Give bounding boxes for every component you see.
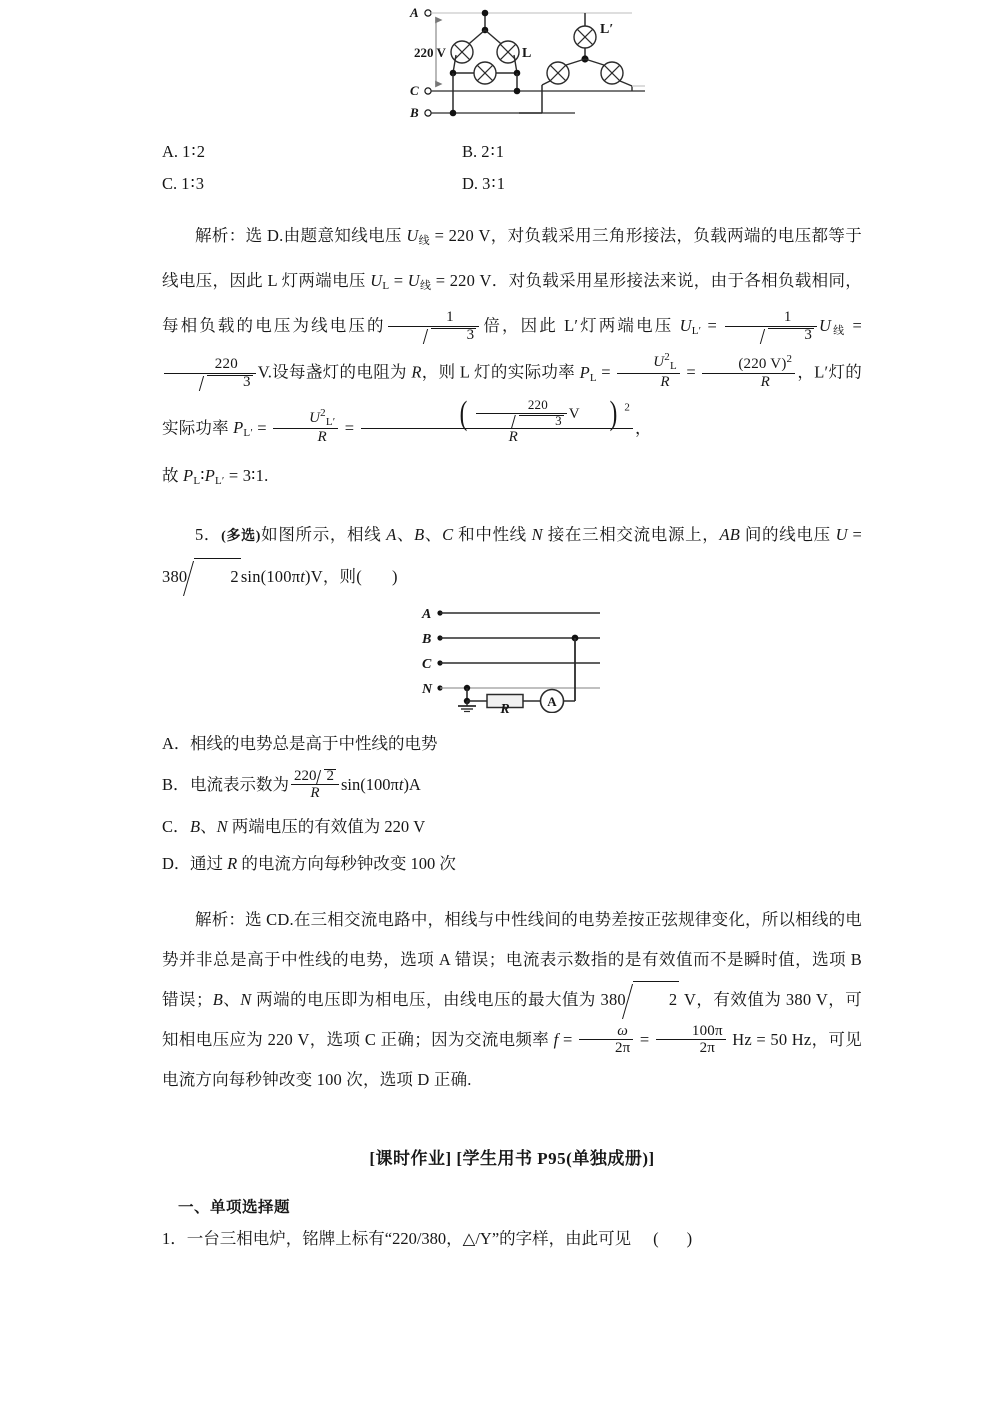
q4-PLp-sym (233, 418, 253, 440)
q4-PL: P (579, 362, 590, 382)
q5-sol-radicand: 2 (668, 989, 678, 1009)
q5-sol-t3: Hz = 50 Hz，可见电流方向每秒钟改变 100 次，选项 D 正确. (162, 1029, 862, 1089)
q4-solution-t6: ，则 L 灯的实际功率 (421, 362, 580, 382)
q5-option-b-post-b: )A (403, 774, 421, 794)
q4-eq4: = (596, 362, 616, 382)
homework-q1-text: 一台三相电炉，铭牌上标有“220/380，△/Y”的字样，由此可见 (186, 1228, 632, 1248)
q4-frac3-den (164, 373, 256, 391)
q4-option-b[interactable] (462, 136, 505, 168)
svg-text:L′: L′ (600, 22, 614, 37)
q4-UL-sub: L (382, 280, 390, 293)
q4-PL-sym (580, 363, 597, 382)
q5-sym-N: N (531, 524, 543, 544)
q4-U2-sym (407, 271, 432, 293)
q4-concl-PLp-sub: L′ (215, 474, 225, 487)
q4-concl-PL-sym: P (183, 465, 194, 485)
q4-p1-num (702, 353, 795, 373)
q4-p2-num (361, 395, 634, 433)
left-paren-icon: ( (459, 395, 467, 433)
homework-q1-bracket-close: ) (686, 1228, 693, 1248)
q5-optb-num-text: 220 (294, 767, 317, 784)
q4-U-line-sym (406, 226, 431, 248)
q4-frac2-radicand: 3 (804, 326, 813, 343)
q4-inner-radicand: 3 (555, 412, 562, 428)
q4-concl-colon: ∶ (200, 465, 205, 485)
q4-solution-choice: 选 D. (245, 226, 284, 245)
q4-option-d[interactable] (462, 168, 506, 200)
q5-stem (162, 515, 862, 597)
q4-frac2-num: 1 (783, 309, 792, 326)
q5-stem-j: ) (391, 566, 398, 586)
svg-text:R: R (500, 701, 510, 713)
q5-solution-prefix: 解析： (195, 909, 246, 929)
q4-concl-PL-sub: L (193, 474, 201, 487)
q5-stem-e: 接在三相交流电源上， (542, 524, 720, 544)
homework-q1 (162, 1225, 862, 1249)
q5-sym-AB: AB (719, 524, 741, 544)
q5-sol-t2b: V，有效值为 380 V，可知相电压应为 220 V，选项 C 正确；因为交流电频率 (162, 989, 863, 1049)
q4-eq1: = (389, 271, 408, 291)
q5-option-a-text: 相线的电势总是高于中性线的电势 (190, 733, 438, 753)
q5-stem-a: 如图所示，相线 (260, 524, 387, 544)
q5-sol-B: B (212, 989, 223, 1009)
right-paren-icon: ) (609, 395, 618, 433)
q5-sep2: 、 (424, 524, 443, 544)
q4-ULp-sub: L′ (691, 325, 702, 338)
q5-stem-i: )V，则( (305, 566, 362, 586)
q4-option-row-1 (162, 136, 862, 168)
q4-frac3 (164, 356, 256, 391)
q4-option-c[interactable] (162, 168, 462, 200)
svg-text:B: B (410, 105, 419, 120)
q4-UL-sym (370, 271, 390, 293)
q4-solution-t8: ， (635, 418, 652, 438)
q4-UL2-sup: 2 (664, 351, 670, 364)
q5-frac-omega-2pi (579, 1023, 633, 1058)
q4-frac-ULp2-over-R (273, 407, 338, 446)
q4-option-c-text: 1∶3 (181, 174, 206, 193)
q5-f2-den: 2π (656, 1039, 726, 1057)
q5-option-b-label: B． (162, 774, 190, 794)
q4-frac3-num: 220 (214, 355, 238, 372)
q4-ULp2-sub: L′ (325, 415, 336, 428)
sqrt-icon (200, 374, 253, 391)
q4-UL2-den: R (617, 373, 680, 391)
q4-options (162, 136, 862, 200)
q5-sol-eq1: = (558, 1029, 577, 1049)
q5-optc-B: B (190, 816, 201, 836)
q5-sol-eq2: = (635, 1029, 654, 1049)
q4-PLp: P (233, 418, 244, 438)
q4-ULp-sym (679, 316, 702, 338)
q5-stem-h: sin(100π (240, 566, 301, 586)
q5-figure-container (162, 601, 862, 719)
q5-optc-N: N (216, 816, 228, 836)
q5-option-b-fraction (291, 768, 339, 803)
q4-UL2-num (617, 351, 680, 372)
q4-p2-den: R (361, 428, 634, 446)
q5-sym-U: U (835, 524, 848, 544)
q5-optc-post: 两端电压的有效值为 220 V (227, 816, 426, 836)
svg-text:A: A (547, 693, 557, 709)
q4-solution-t4: 倍，因此 L′灯两端电压 (481, 316, 680, 336)
q5-sym-t: t (300, 566, 306, 586)
q4-option-d-text: 3∶1 (482, 174, 506, 193)
q4-option-b-text: 2∶1 (481, 142, 506, 161)
q4-p2-sup: 2 (624, 401, 631, 414)
q4-p1-den: R (702, 373, 795, 391)
q4-eq2: = (701, 316, 724, 336)
q4-solution (162, 216, 862, 454)
q4-frac1-den (388, 326, 480, 344)
q5-sol-sep: 、 (222, 989, 241, 1009)
q5-optb-t: t (398, 774, 404, 794)
q4-U2-sub: 线 (419, 280, 432, 293)
q4-frac2-den (725, 326, 817, 344)
svg-text:L: L (522, 46, 532, 61)
q5-option-c[interactable] (162, 808, 862, 845)
q5-optb-num (291, 768, 339, 785)
q4-UL2-U: U (653, 354, 665, 371)
q4-frac-one-over-sqrt3 (388, 309, 480, 344)
q5-radicand: 2 (230, 566, 239, 586)
q5-sym-A: A (386, 524, 397, 544)
q4-frac1-radicand: 3 (466, 326, 475, 343)
q4-p1-sup: 2 (786, 352, 793, 365)
svg-text:B: B (422, 631, 432, 647)
q5-option-b[interactable] (162, 762, 862, 808)
q5-optb-den: R (291, 784, 339, 802)
q5-sol-t2a: 两端的电压即为相电压，由线电压的最大值为 380 (251, 989, 626, 1009)
q4-ULp2-num (273, 407, 338, 428)
q4-circuit-diagram (400, 0, 650, 130)
q5-sol-f: f (553, 1029, 559, 1049)
q4-U3: U (819, 316, 832, 336)
q5-optb-radicand: 2 (326, 767, 334, 784)
homework-q1-bracket-open: ( (653, 1228, 659, 1248)
q5-optc-sep: 、 (200, 816, 217, 836)
q4-PLp-sub: L′ (243, 427, 253, 440)
q4-ULp2-U: U (309, 409, 321, 426)
q5-solution-line1: 在三相交流电路中，相线与中性线间的电势差按正弦规律变化，所以相线的电势并非总是高于中性线的电势，选项 A 错误；电流表示数指的是有效值而不是瞬时值，选项 B 错误； (162, 909, 862, 1009)
q5-stem-d: 和中性线 (453, 524, 532, 544)
q5-sol-N: N (240, 989, 252, 1009)
q4-ULp2-sup: 2 (320, 406, 326, 419)
q4-solution-t2: = 220 V，对负载采用三角形接法，负载两端的电压都等于线电压，因此 L 灯两端电压 (162, 226, 862, 291)
q5-option-a[interactable] (162, 725, 862, 762)
q5-option-b-pre: 电流表示数为 (190, 774, 289, 794)
q4-frac-220sq-over-R (702, 353, 795, 391)
q4-option-c-label: C. (162, 174, 178, 193)
q5-solution (162, 900, 862, 1100)
q4-U3-sym (819, 316, 847, 338)
q4-inner-den (476, 413, 567, 429)
q5-f1-num: ω (617, 1022, 629, 1039)
q4-inner-num: 220 (527, 396, 548, 412)
q4-concl-PLp-sym: P (204, 465, 216, 485)
homework-q1-number: 1． (162, 1228, 187, 1248)
q4-option-row-2 (162, 168, 862, 200)
q4-UL2-sub: L (669, 360, 677, 373)
q5-multi-tag: (多选) (221, 528, 261, 544)
q4-option-b-label: B. (462, 142, 478, 161)
q5-option-d[interactable] (162, 845, 862, 882)
svg-text:C: C (422, 656, 432, 672)
sqrt-icon (512, 414, 564, 429)
q4-option-a-label: A. (162, 142, 179, 161)
q4-p1-num-text: (220 V) (738, 355, 787, 372)
q4-U2: U (407, 271, 420, 291)
q4-solution-prefix: 解析： (195, 226, 246, 245)
q4-conclusion (162, 456, 862, 501)
q4-option-d-label: D. (462, 174, 479, 193)
q4-frac1-num: 1 (446, 309, 454, 326)
q5-f2-num: 100π (691, 1022, 723, 1039)
q5-options (162, 725, 862, 882)
q5-sym-C: C (442, 524, 454, 544)
q5-option-c-label: C． (162, 816, 190, 836)
sqrt-icon (187, 557, 240, 597)
q4-R-sym: R (411, 362, 422, 382)
sqrt-icon (317, 768, 337, 785)
svg-text:220 V: 220 V (414, 45, 446, 60)
q4-eq3: = (846, 316, 863, 336)
q4-concl-prefix: 故 (162, 465, 184, 485)
q4-U3-sub: 线 (831, 325, 847, 338)
q4-concl-PLp (205, 466, 225, 485)
q5-solution-choice: 选 CD. (245, 909, 294, 929)
q4-ULp2-den: R (273, 428, 338, 446)
q5-circuit-diagram (414, 601, 624, 713)
q4-solution-t3: = 220 V．对负载采用星形接法来说，由于各相负载相同，每相负载的电压为线电压的 (162, 271, 862, 336)
page-content (162, 0, 862, 1249)
q5-f1-den: 2π (579, 1039, 633, 1057)
q4-frac3-radicand: 3 (243, 373, 251, 390)
homework-header: [课时作业] [学生用书 P95(单独成册)] (369, 1148, 655, 1168)
q4-inner-frac (476, 398, 567, 428)
q5-optd-R: R (227, 853, 238, 873)
q4-option-a-text: 1∶2 (182, 142, 206, 161)
q5-optd-post: 的电流方向每秒钟改变 100 次 (237, 853, 456, 873)
q4-bigparen (397, 395, 625, 433)
q4-solution-t7: ，L′灯的实际功率 (162, 362, 862, 438)
q4-solution-t1: 由题意知线电压 (283, 226, 407, 245)
q4-U: U (406, 226, 419, 245)
sqrt-icon (761, 327, 814, 344)
q5-option-a-label: A． (162, 733, 191, 753)
q4-UL: U (370, 271, 383, 291)
q5-optd-pre: 通过 (190, 853, 228, 873)
q4-concl-tail: = 3∶1. (224, 465, 269, 485)
q5-frac-100pi-2pi (656, 1023, 726, 1058)
q5-sym-B: B (414, 524, 425, 544)
q4-frac2 (725, 309, 817, 344)
q4-option-a[interactable] (162, 136, 462, 168)
q5-option-d-label: D． (162, 853, 191, 873)
q4-eq6: = (252, 418, 272, 438)
q4-ULp: U (679, 316, 692, 336)
q4-eq7: = (340, 418, 359, 438)
q4-U-sub: 线 (418, 235, 431, 248)
q4-eq5: = (681, 362, 701, 382)
q5-stem-g: = 380 (162, 524, 863, 586)
sqrt-icon (626, 980, 679, 1020)
svg-text:A: A (410, 5, 419, 20)
q5-sep1: 、 (396, 524, 415, 544)
svg-text:N: N (422, 681, 433, 697)
svg-text:A: A (422, 606, 432, 622)
q5-stem-f: 间的线电压 (740, 524, 836, 544)
q5-number: 5． (195, 524, 222, 544)
q4-concl-PL (183, 466, 200, 485)
q4-solution-t5: V.设每盏灯的电阻为 (257, 362, 412, 382)
q4-figure-container (162, 0, 862, 132)
sqrt-icon (424, 327, 477, 344)
q4-frac-UL2-over-R (617, 351, 680, 390)
q4-PL-sub: L (589, 371, 597, 384)
q4-frac-bigparen-over-R (361, 395, 634, 446)
q4-p2-unit: V (568, 405, 580, 422)
homework-section-title: 一、单项选择题 (178, 1198, 291, 1216)
svg-text:C: C (410, 83, 419, 98)
q5-option-b-post-a: sin(100π (341, 774, 399, 794)
